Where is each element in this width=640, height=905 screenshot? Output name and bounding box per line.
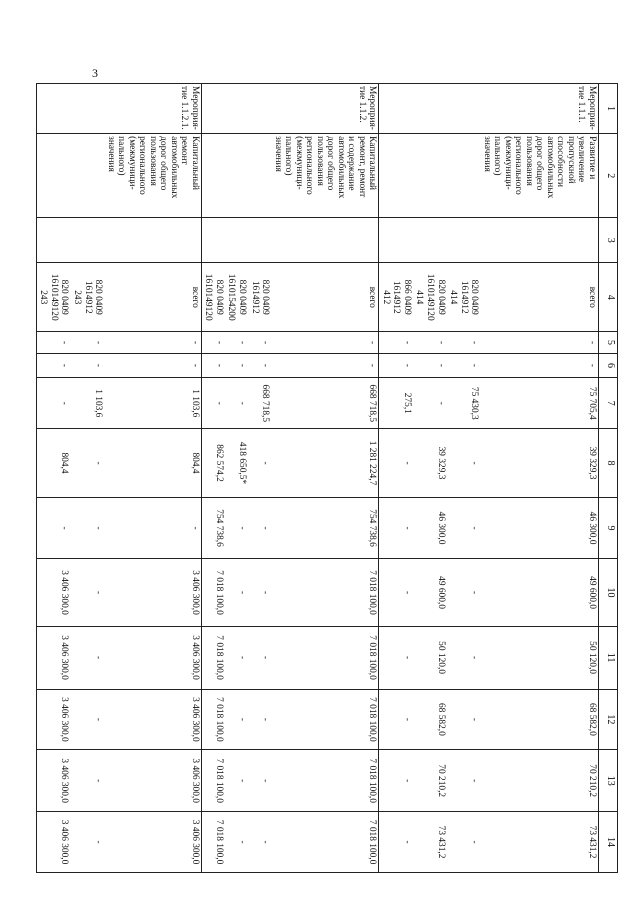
table-cell: - xyxy=(248,626,271,689)
table-cell: 7 018 100,0 xyxy=(201,559,225,626)
table-cell: 820 0409 1614912 414 xyxy=(447,263,481,332)
table-cell xyxy=(201,84,225,134)
table-cell xyxy=(225,218,248,263)
table-cell: - xyxy=(36,497,70,559)
table-cell: 50 120,0 xyxy=(480,626,598,689)
table-cell: 68 582,0 xyxy=(480,689,598,750)
column-header: 11 xyxy=(599,626,618,689)
table-cell: Мероприя- тие 1.1.2. xyxy=(271,84,379,134)
table-cell: - xyxy=(447,689,481,750)
table-cell xyxy=(248,218,271,263)
table-cell: 3 406 300,0 xyxy=(104,812,201,873)
table-cell: - xyxy=(447,750,481,812)
table-cell: всего xyxy=(480,263,598,332)
table-cell: 3 406 300,0 xyxy=(104,750,201,812)
table-cell xyxy=(379,84,413,134)
header-row xyxy=(599,84,618,873)
table-row xyxy=(271,84,379,873)
table-cell: 3 406 300,0 xyxy=(36,812,70,873)
table-cell xyxy=(379,218,413,263)
table-cell xyxy=(225,84,248,134)
table-cell: 7 018 100,0 xyxy=(201,626,225,689)
table-cell: - xyxy=(201,378,225,429)
table-cell: 820 0409 1610149120 xyxy=(201,263,225,332)
table-cell: - xyxy=(71,353,105,378)
table-cell: - xyxy=(271,332,379,353)
table-row xyxy=(71,84,105,873)
table-cell: 1 103,6 xyxy=(104,378,201,429)
table-cell xyxy=(71,84,105,134)
table-cell xyxy=(201,134,225,218)
table-cell: - xyxy=(225,812,248,873)
table-cell: - xyxy=(271,353,379,378)
table-row xyxy=(225,84,248,873)
table-cell: Развитие и увеличение пропускной способности автомобильных дорог общего пользования регионального (межмуници- пального) значения xyxy=(480,134,598,218)
table-cell xyxy=(71,218,105,263)
page-number: 3 xyxy=(92,66,98,80)
column-header: 5 xyxy=(599,332,618,353)
table-cell: 804,4 xyxy=(36,429,70,497)
table-cell xyxy=(71,134,105,218)
column-header: 14 xyxy=(599,812,618,873)
column-header: 1 xyxy=(599,84,618,134)
table-cell: - xyxy=(413,378,447,429)
table-cell: 754 738,6 xyxy=(271,497,379,559)
table-cell: 73 431,2 xyxy=(480,812,598,873)
table-cell xyxy=(248,134,271,218)
table-cell xyxy=(225,134,248,218)
table-cell xyxy=(36,84,70,134)
table-cell: 7 018 100,0 xyxy=(201,812,225,873)
table-cell: 73 431,2 xyxy=(413,812,447,873)
table-cell: 50 120,0 xyxy=(413,626,447,689)
table-cell: - xyxy=(447,353,481,378)
table-cell: 7 018 100,0 xyxy=(271,812,379,873)
table-cell: - xyxy=(248,750,271,812)
table-cell xyxy=(447,218,481,263)
table-cell: Мероприя- тие 1.1.2.1. xyxy=(104,84,201,134)
table-cell: 804,4 xyxy=(104,429,201,497)
table-cell: 3 406 300,0 xyxy=(36,626,70,689)
table-cell: 7 018 100,0 xyxy=(271,559,379,626)
table-cell: - xyxy=(71,689,105,750)
table-cell: - xyxy=(225,626,248,689)
table-cell: - xyxy=(104,497,201,559)
table-cell xyxy=(447,84,481,134)
table-cell: 3 406 300,0 xyxy=(36,689,70,750)
table-cell: - xyxy=(447,626,481,689)
table-cell: - xyxy=(71,497,105,559)
table-cell: 418 650,5* xyxy=(225,429,248,497)
table-body xyxy=(36,84,598,873)
table-cell: 49 600,0 xyxy=(413,559,447,626)
table-cell: - xyxy=(379,429,413,497)
table-cell: 70 210,2 xyxy=(413,750,447,812)
table-row xyxy=(36,84,70,873)
table-cell: 7 018 100,0 xyxy=(271,626,379,689)
table-cell: 7 018 100,0 xyxy=(201,689,225,750)
table-cell: - xyxy=(447,332,481,353)
table-cell: - xyxy=(36,332,70,353)
table-cell: - xyxy=(225,332,248,353)
table-cell: 68 582,0 xyxy=(413,689,447,750)
table-cell: - xyxy=(36,378,70,429)
table-cell: 820 0409 1610149120 414 xyxy=(413,263,447,332)
table-cell: - xyxy=(225,559,248,626)
table-cell: Капитальный ремонт автомобильных дорог общего пользования регионального (межмуници- пального) значения xyxy=(104,134,201,218)
table-cell: - xyxy=(71,750,105,812)
column-header: 12 xyxy=(599,689,618,750)
table-cell: 3 406 300,0 xyxy=(36,750,70,812)
table-row xyxy=(447,84,481,873)
table-cell: - xyxy=(71,626,105,689)
column-header: 4 xyxy=(599,263,618,332)
column-header: 8 xyxy=(599,429,618,497)
table-cell: 3 406 300,0 xyxy=(104,626,201,689)
table-cell: 46 300,0 xyxy=(480,497,598,559)
table-cell: - xyxy=(379,497,413,559)
table-cell: - xyxy=(480,353,598,378)
table-cell: - xyxy=(201,332,225,353)
table-cell xyxy=(36,134,70,218)
table-cell: - xyxy=(71,332,105,353)
table-cell: - xyxy=(413,332,447,353)
table-row xyxy=(480,84,598,873)
table-cell xyxy=(36,218,70,263)
table-row xyxy=(201,84,225,873)
table-cell: 3 406 300,0 xyxy=(104,559,201,626)
column-header: 7 xyxy=(599,378,618,429)
table-cell: 820 0409 1610149120 243 xyxy=(36,263,70,332)
table-cell xyxy=(248,84,271,134)
table-cell: - xyxy=(379,559,413,626)
table-cell: - xyxy=(248,559,271,626)
table-cell: 1 103,6 xyxy=(71,378,105,429)
table-cell: - xyxy=(225,353,248,378)
table-cell: 3 406 300,0 xyxy=(36,559,70,626)
table-cell: - xyxy=(71,812,105,873)
table-cell: - xyxy=(248,497,271,559)
table-cell: 668 718,5 xyxy=(271,378,379,429)
budget-table xyxy=(36,83,618,873)
column-header: 9 xyxy=(599,497,618,559)
table-cell: 754 738,6 xyxy=(201,497,225,559)
table-cell: 820 0409 1614912 xyxy=(248,263,271,332)
table-cell: - xyxy=(447,429,481,497)
table-cell: - xyxy=(201,353,225,378)
column-header: 10 xyxy=(599,559,618,626)
column-header: 3 xyxy=(599,218,618,263)
table-cell: - xyxy=(379,626,413,689)
table-cell: - xyxy=(248,332,271,353)
table-cell: - xyxy=(104,353,201,378)
table-cell: всего xyxy=(104,263,201,332)
table-cell xyxy=(413,84,447,134)
table-cell xyxy=(201,218,225,263)
table-cell: - xyxy=(447,497,481,559)
table-cell: всего xyxy=(271,263,379,332)
table-cell: - xyxy=(413,353,447,378)
table-cell: - xyxy=(379,689,413,750)
table-cell xyxy=(379,134,413,218)
table-row xyxy=(379,84,413,873)
table-cell xyxy=(271,218,379,263)
table-cell: 275,1 xyxy=(379,378,413,429)
table-cell: Капитальный ремонт, ремонт и содержание автомобильных дорог общего пользования регионального (межмуници- пального) значения xyxy=(271,134,379,218)
table-cell: - xyxy=(480,332,598,353)
table-cell: - xyxy=(379,353,413,378)
table-cell: Мероприя- тие 1.1.1. xyxy=(480,84,598,134)
table-cell: 75 705,4 xyxy=(480,378,598,429)
table-cell: - xyxy=(248,689,271,750)
table-cell: - xyxy=(225,750,248,812)
table-cell: 820 0409 1614912 243 xyxy=(71,263,105,332)
table-cell: - xyxy=(36,353,70,378)
table-cell: - xyxy=(225,378,248,429)
table-cell: 668 718,5 xyxy=(248,378,271,429)
table-cell: - xyxy=(248,812,271,873)
table-row xyxy=(248,84,271,873)
table-cell: - xyxy=(248,353,271,378)
column-header: 13 xyxy=(599,750,618,812)
table-cell: - xyxy=(225,689,248,750)
column-header: 2 xyxy=(599,134,618,218)
table-cell: - xyxy=(104,332,201,353)
column-header: 6 xyxy=(599,353,618,378)
table-cell: - xyxy=(379,812,413,873)
table-cell xyxy=(413,134,447,218)
table-cell: 39 329,3 xyxy=(480,429,598,497)
table-cell: - xyxy=(379,750,413,812)
table-cell: 70 210,2 xyxy=(480,750,598,812)
table-cell: 46 300,0 xyxy=(413,497,447,559)
table-cell: 862 574,2 xyxy=(201,429,225,497)
table-cell: 7 018 100,0 xyxy=(271,689,379,750)
table-cell xyxy=(413,218,447,263)
table-cell: 820 0409 1610154200 xyxy=(225,263,248,332)
table-cell: 3 406 300,0 xyxy=(104,689,201,750)
table-row xyxy=(413,84,447,873)
table-cell: - xyxy=(71,559,105,626)
table-cell: 1 281 224,7 xyxy=(271,429,379,497)
table-cell: 7 018 100,0 xyxy=(271,750,379,812)
table-cell xyxy=(104,218,201,263)
table-cell: - xyxy=(447,559,481,626)
table-cell: - xyxy=(225,497,248,559)
table-row xyxy=(104,84,201,873)
table-cell: 866 0409 1614912 412 xyxy=(379,263,413,332)
table-cell: - xyxy=(71,429,105,497)
table-cell xyxy=(447,134,481,218)
table-cell: 49 600,0 xyxy=(480,559,598,626)
table-cell: 75 430,3 xyxy=(447,378,481,429)
table-cell: - xyxy=(379,332,413,353)
table-cell: - xyxy=(447,812,481,873)
table-cell xyxy=(480,218,598,263)
rotated-table-container xyxy=(38,83,618,873)
table-cell: 7 018 100,0 xyxy=(201,750,225,812)
table-cell: 39 329,3 xyxy=(413,429,447,497)
table-cell: - xyxy=(248,429,271,497)
